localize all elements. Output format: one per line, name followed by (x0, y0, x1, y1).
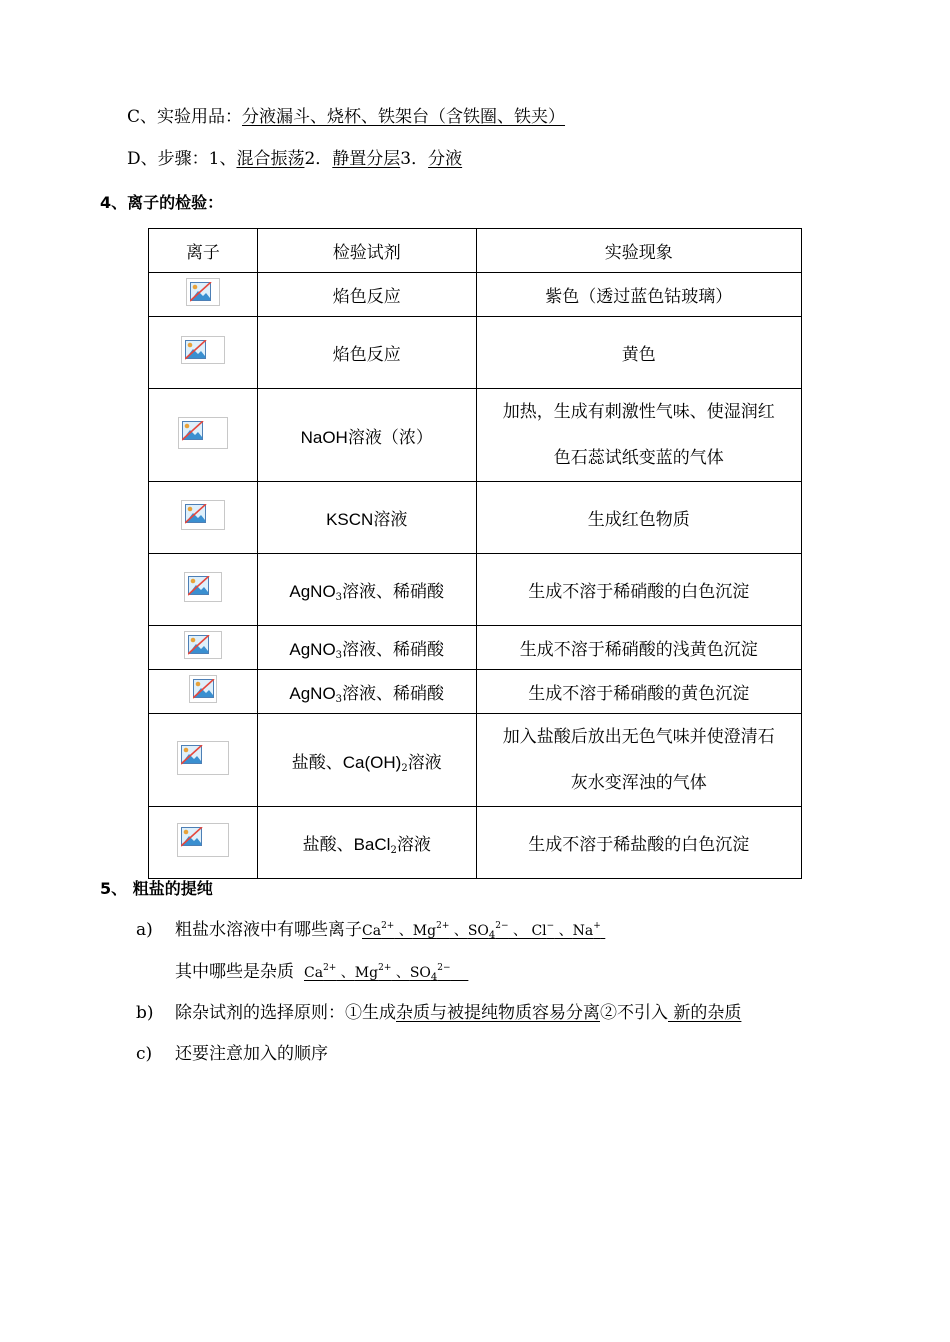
item-c (127, 106, 565, 128)
broken-image-icon (181, 500, 225, 530)
phenomenon-cell (476, 389, 801, 482)
ion-separator: 、 (554, 923, 573, 939)
broken-image-icon (181, 336, 225, 364)
step-2-number: 2． (304, 149, 333, 169)
ion-cell (149, 670, 258, 714)
broken-image-icon (189, 675, 217, 703)
step-2: 静置分层 (332, 149, 401, 169)
reagent-cell (257, 389, 476, 482)
ion-separator (601, 923, 605, 939)
table-row (149, 807, 802, 879)
phenomenon-cell: 生成不溶于稀盐酸的白色沉淀 (476, 807, 801, 879)
phenomenon-cell: 生成不溶于稀硝酸的黄色沉淀 (476, 670, 801, 714)
item-a (136, 919, 153, 941)
ion-separator: 、 (449, 923, 468, 939)
phenomenon-cell: 生成不溶于稀硝酸的白色沉淀 (476, 554, 801, 626)
phenomenon-cell: 生成红色物质 (476, 482, 801, 554)
ion-charge: 2+ (436, 921, 450, 931)
table-row (149, 714, 802, 807)
header-ion: 离子 (149, 229, 258, 273)
ion-separator (451, 965, 469, 981)
table-row (149, 626, 802, 670)
reagent-subscript: 2 (390, 845, 397, 856)
reagent-formula: AgNO (289, 684, 336, 703)
phenomenon-line-1: 加入盐酸后放出无色气味并使澄清石 (502, 727, 775, 747)
ion-charge: + (593, 921, 601, 931)
reagent-cell: 焰色反应 (257, 317, 476, 389)
table-header-row (149, 229, 802, 273)
ion-charge: 2− (437, 963, 451, 973)
reagent-formula: AgNO (289, 582, 336, 601)
reagent-subscript: 3 (335, 650, 343, 661)
reagent-text: 溶液 (407, 752, 442, 773)
item-d (127, 148, 462, 170)
ion-charge: 2+ (323, 963, 337, 973)
phenomenon-line-1: 加热，生成有刺激性气味、使湿润红 (502, 402, 775, 422)
reagent-text: 溶液、稀硝酸 (342, 582, 445, 602)
table-row (149, 670, 802, 714)
ion-symbol: Ca (362, 923, 382, 939)
phenomenon-cell: 紫色（透过蓝色钴玻璃） (476, 273, 801, 317)
principle-answer-2: 新的杂质 (668, 1003, 742, 1023)
reagent-text: 溶液（浓） (347, 427, 433, 448)
item-c5-text: 还要注意加入的顺序 (175, 1044, 328, 1064)
principle-text-2: ②不引入 (600, 1003, 668, 1023)
ion-charge: 2+ (381, 921, 395, 931)
ion-symbol: SO (409, 965, 431, 981)
ion-subscript: 4 (488, 930, 496, 941)
ion-cell (149, 554, 258, 626)
ion-symbol: Mg (354, 965, 379, 981)
section-4-heading: 4、离子的检验： (100, 193, 224, 212)
reagent-prefix: 盐酸、 (291, 752, 343, 773)
ion-separator: 、 (391, 965, 410, 981)
ion-symbol: SO (467, 923, 489, 939)
item-c-prefix: C、实验用品： (127, 107, 243, 127)
phenomenon-line-2: 色石蕊试纸变蓝的气体 (553, 448, 724, 468)
reagent-subscript: 3 (335, 694, 343, 705)
ion-test-table (148, 228, 802, 879)
item-c-value: 分液漏斗、烧杯、铁架台（含铁圈、铁夹） (242, 107, 566, 127)
ion-charge: 2− (495, 921, 509, 931)
reagent-formula: AgNO (289, 640, 336, 659)
item-a2-text (175, 961, 468, 984)
ion-cell (149, 273, 258, 317)
broken-image-icon (177, 823, 229, 857)
ion-separator: 、 (336, 965, 355, 981)
reagent-cell: 焰色反应 (257, 273, 476, 317)
phenomenon-line-2: 灰水变浑浊的气体 (570, 773, 707, 793)
section-5-heading: 5、 粗盐的提纯 (100, 879, 213, 898)
broken-image-icon (177, 741, 229, 775)
principle-answer-1: 杂质与被提纯物质容易分离 (396, 1003, 600, 1023)
ion-cell (149, 482, 258, 554)
reagent-formula: NaOH (300, 427, 348, 447)
step-1: 混合振荡 (236, 149, 305, 169)
reagent-formula: BaCl (353, 835, 391, 854)
step-3-number: 3． (400, 149, 429, 169)
header-reagent: 检验试剂 (257, 229, 476, 273)
table-row (149, 554, 802, 626)
reagent-cell (257, 482, 476, 554)
ion-cell (149, 807, 258, 879)
ion-cell (149, 389, 258, 482)
broken-image-icon (186, 278, 220, 306)
step-3: 分液 (428, 149, 463, 169)
question-text: 其中哪些是杂质 (175, 962, 294, 982)
table-row (149, 317, 802, 389)
ion-cell (149, 626, 258, 670)
table-row (149, 273, 802, 317)
ion-separator: 、 (508, 923, 532, 939)
principle-text-1: 除杂试剂的选择原则：①生成 (175, 1003, 396, 1023)
ion-answer-list (362, 923, 605, 939)
reagent-cell (257, 714, 476, 807)
reagent-text: 溶液、稀硝酸 (342, 684, 445, 704)
reagent-text: 溶液、稀硝酸 (342, 640, 445, 660)
ion-symbol: Cl (531, 923, 547, 939)
phenomenon-cell (476, 714, 801, 807)
phenomenon-cell: 生成不溶于稀硝酸的浅黄色沉淀 (476, 626, 801, 670)
list-marker-c: c) (136, 1044, 153, 1064)
reagent-cell (257, 554, 476, 626)
ion-cell (149, 317, 258, 389)
item-b (136, 1002, 154, 1024)
reagent-formula: Ca(OH) (342, 752, 402, 772)
reagent-cell (257, 807, 476, 879)
header-phenomenon: 实验现象 (476, 229, 801, 273)
ion-symbol: Na (572, 923, 594, 939)
table-row (149, 389, 802, 482)
reagent-text: 溶液 (373, 510, 408, 530)
question-text: 粗盐水溶液中有哪些离子 (175, 920, 362, 940)
reagent-formula: KSCN (326, 510, 374, 529)
item-c5 (136, 1043, 152, 1065)
ion-subscript: 4 (430, 972, 438, 983)
item-a-text (175, 919, 605, 942)
ion-charge: 2+ (378, 963, 392, 973)
reagent-cell (257, 670, 476, 714)
reagent-subscript: 3 (335, 592, 343, 603)
item-b-text (175, 1002, 741, 1024)
item-d-prefix: D、步骤：1、 (127, 149, 237, 169)
reagent-prefix: 盐酸、 (302, 835, 354, 855)
phenomenon-cell: 黄色 (476, 317, 801, 389)
reagent-subscript: 2 (401, 762, 408, 774)
impurity-answer-list (304, 965, 468, 981)
broken-image-icon (184, 631, 222, 659)
reagent-cell (257, 626, 476, 670)
ion-charge: − (546, 921, 555, 931)
broken-image-icon (178, 417, 228, 449)
ion-symbol: Mg (412, 923, 437, 939)
list-marker-b: b) (136, 1003, 154, 1023)
ion-separator: 、 (394, 923, 413, 939)
table-row (149, 482, 802, 554)
reagent-text: 溶液 (396, 835, 431, 855)
list-marker-a: a) (136, 920, 153, 940)
ion-symbol: Ca (304, 965, 324, 981)
ion-cell (149, 714, 258, 807)
broken-image-icon (184, 572, 222, 602)
